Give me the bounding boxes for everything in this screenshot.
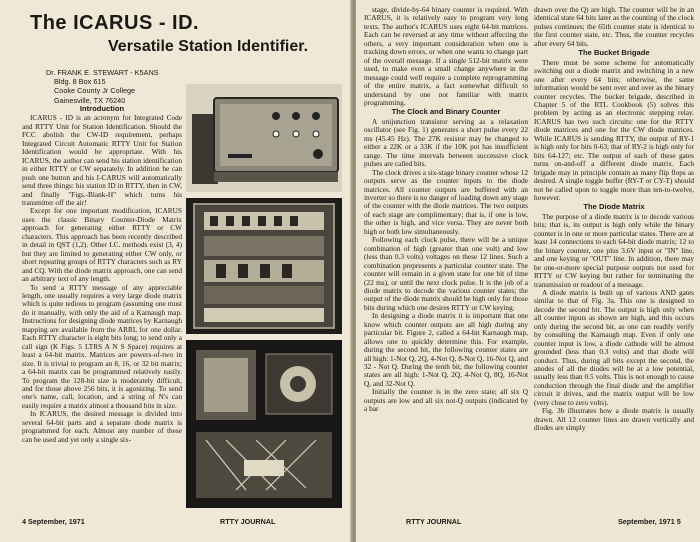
paragraph: drawn over the Q) are high. The counter will be in an identical state 64 bits later as the counting of the clock pulses continues; the 65th counter state is identical to the first counter state, etc. Thus, the counter recycles after every 64 bits. <box>534 6 694 48</box>
right-text-column-2 <box>534 6 694 512</box>
article-subtitle: Versatile Station Identifier. <box>108 38 309 55</box>
byline-line: Gainesville, TX 76240 <box>54 95 126 105</box>
paragraph: In ICARUS, the desired message is divided into several 64-bit parts and a separate diode matrix is programmed for each. Almost any number of these can be used and yet only a single six- <box>22 409 182 444</box>
paragraph: To send a RTTY message of any appreciable length, one usually requires a very large diode matrix which is quite tedious to program (assuming one must do it manually, with only the aid of a Karnaugh map. Instructions for designing diode matrices by Karnaugh mapping are available from the ARRL for one dollar. Each RTTY character is eight bits long; to send only a call sign (K Figs. 5 LTRS A N S Space) requires at least a 64-bit matrix. Matrices are powers-of-two in size. It is trivial to program an 8, 16, or 32 bit matrix; a 64-bit matrix can be programmed relatively easily. To program the 128-bit size is moderately difficult, and for those above 256 bits, it is agonizing. To send one's name, call, location, and a string of N's can easily require a matrix almost a thousand bits in size. <box>22 282 182 410</box>
page-footer-right: September, 1971 5 <box>618 517 681 526</box>
paragraph: The clock drives a six-stage binary counter whose 12 outputs serve as the counter inputs to the diode matrices. All counter outputs are buffered with an inverter so there is no danger of loading down any stage of the counter with the diode matrices. The two outputs of each stage are complimentary; that is, if one is low, the other is high, and vice versa. They are never both high or both low simultaneously. <box>364 167 528 236</box>
paragraph: In designing a diode matrix it is important that one know which counter outputs are all high during any particular bit. Figure 2, called a 64-bit Karnaugh map, allows one to quickly determine this. For example, during the second bit, the following counter states are all high: 1-Not Q, 2Q, 4-Not Q, 8-Not Q, 16-Not Q, and 32 - Not Q. During the tenth bit, the following counter states are all high: 1-Not Q, 2Q, 4-Not Q, 8Q, 16-Not Q, and 32-Not Q. <box>364 311 528 388</box>
page-footer-left: 4 September, 1971 <box>22 517 85 526</box>
paragraph: Except for one important modification, ICARUS uses the classic Binary Counter-Diode Matrix approach for generating either RTTY or CW characters. This approach has been recently described in detail in QST (1,2). Other I.C. methods exist (3, 4) but they are limited to generating either CW only, or short repeating groups of RTTY characters such as RY and CQ. With the diode matrix approach, one can send an arbitrary text of any length. <box>22 206 182 284</box>
photo-front-panel <box>186 84 342 192</box>
paragraph: ICARUS - ID is an acronym for Integrated Code and RTTY Unit for Station Identification. Should the FCC abolish the CW-ID requirement, perhaps Integrated Circuit Automatic RTTY Unit for Station Identification would be appropriate. With his ICARUS, the author can send his station identification in either RTTY or CW separately. In addition he can push one button and his I-CARUS will automatically send three things: his station ID in RTTY, then in CW, and finally "Figs.-Blank-H" which turns his transmitter off the air! <box>22 113 182 207</box>
photo-circuit-boards <box>186 198 342 334</box>
byline-line: Bldg. 8 Box 615 <box>54 77 106 87</box>
paragraph: There must be some scheme for automatically switching out a diode matrix and switching in a new one after every 64 bits; otherwise, the same information would be sent over and over as the binary counter recycles. The bucket brigade, described in Chapter 5 of the RTL Cookbook (5) solves this problem by acting as an electronic stepping relay. ICARUS has two such circuits: one for the RTTY diode matrices and one for the CW diode matrices. While ICARUS is sending RTTY, the output of RY-1 is high only for bits 0-63; that of RY-2 is high only for bits 64-127; etc. The output of each of these gates turns on-and-off a different diode matrix. Each brigade may in principle contain as many flip flops as desired. A single toggle buffer (RY-T or CY-T) should not be called upon to toggle more than ten-to-twelve, however. <box>534 57 694 202</box>
section-heading: The Clock and Binary Counter <box>391 107 501 117</box>
paragraph: A diode matrix is built up of various AND gates similar to that of Fig. 3a. This one is designed to decode the second bit. The output is high only when all counter inputs as shown are high, and this occurs only during the second bit, as one can readily verify by consulting the Karnaugh map. Even if only one counter input is low, a diode cathode will be almost grounded (less than 0.3 volts) and that diode will conduct. Thus, during all bits except the second, the anodes of all the diodes will be at a low potential, usually less than 0.5 volts. This is not enough to cause conduction through the final diode and the amplifier circuit it drives, and the matrix output will be low (very close to zero volts). <box>534 287 694 407</box>
paragraph: Initially the counter is in the zero state; all six Q outputs are low and all six not-Q outputs (indicated by a bar <box>364 387 528 414</box>
right-text-column-1 <box>364 6 528 512</box>
photo-wiring-detail <box>186 340 342 508</box>
page-footer-journal: RTTY JOURNAL <box>406 517 462 526</box>
section-heading: The Bucket Brigade <box>578 48 650 58</box>
left-text-column <box>22 104 182 508</box>
paragraph: The purpose of a diode matrix is to decode various bits; that is, its output is high only while the binary counter is in one or more particular states. There are at least 14 connections to each 64-bit diode matrix; 12 to the binary counter, one plus 3.6V input or "IN" line, and one keying or "OUT" line. In addition, there may be one-or-more special purpose outputs not used for RTTY or CW keying but rather for terminating the transmission or readout of a message. <box>534 211 694 289</box>
paragraph: A unijunction transistor serving as a relaxation oscillator (see Fig. 1) generates a short pulse every 22 ms (45.45 Hz). The 27K resistor may be changed to either a 22K or a 33K if the 10K pot has insufficient range. The time intervals between successive clock pulses are called bits. <box>364 116 528 169</box>
paragraph: Following each clock pulse, there will be a unique combination of high (greater than one volt) and low (less than 0.3 volts) voltages on these 12 lines. Such a combination prepresents a particular counter state. The counter will remain in a given state for one bit of time (22 ms), or until the next clock pulse. It is the job of a diode matrix to decode the various counter states; the output of the diode matrix should be high only for those bits during which one desires RTTY or CW keying. <box>364 235 528 312</box>
byline-line: Dr. FRANK E. STEWART - K5ANS <box>46 68 159 77</box>
right-page <box>356 0 700 542</box>
section-heading: The Diode Matrix <box>583 202 645 212</box>
paragraph: Fig. 3b illustrates how a diode matrix is usually drawn. All 12 counter lines are drawn vertically and diodes are simply <box>534 406 694 433</box>
page-footer-journal: RTTY JOURNAL <box>220 517 276 526</box>
article-title: The ICARUS - ID. <box>30 12 200 34</box>
paragraph: stage, divide-by-64 binary counter is required. With ICARUS, it is relatively easy to program very long texts. The author's ICARUS uses eight 64-bit matrices. Each can be reversed at any time without affecting the others, a very important consideration when one is tracking down errors, or when one wants to change part of the overall message. If a single 512-bit matrix were used, to make even a small change anywhere in the message could well require a complete reprogramming of the entire matrix, a fact somewhat difficult to understand by one not familiar with matrix programming. <box>364 6 528 107</box>
byline-line: Cooke County Jr College <box>54 86 136 96</box>
section-heading: Introduction <box>79 104 125 113</box>
author-byline <box>46 68 159 105</box>
